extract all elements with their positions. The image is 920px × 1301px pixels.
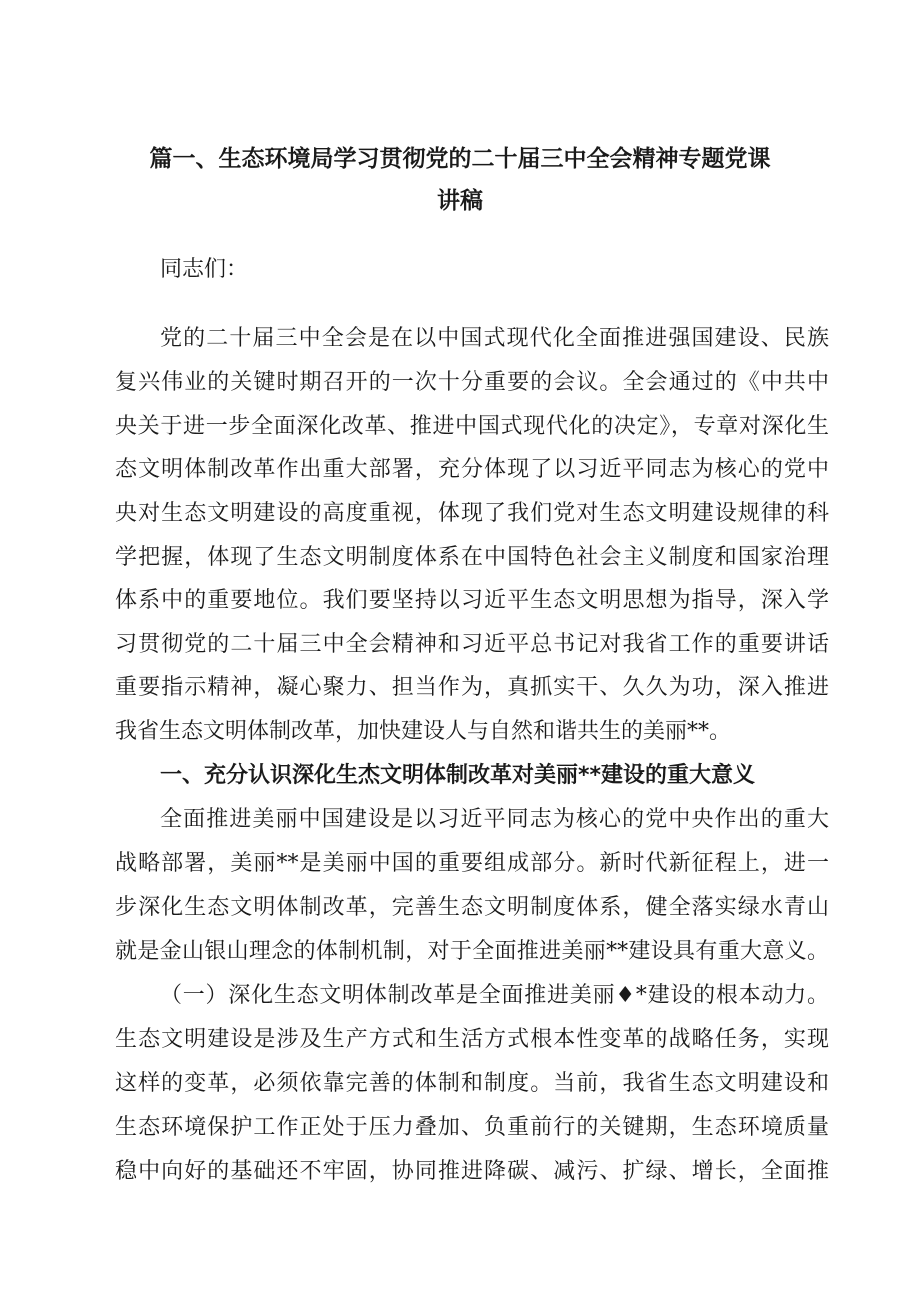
paragraph-2-line-2: 战略部署，美丽**是美丽中国的重要组成部分。新时代新征程上，进一: [115, 851, 829, 876]
paragraph-1-line-6: 学把握，体现了生态文明制度体系在中国特色社会主义制度和国家治理: [115, 545, 829, 570]
paragraph-3-line-2: 生态文明建设是涉及生产方式和生活方式根本性变革的战略任务，实现: [115, 1027, 829, 1052]
salutation: 同志们：: [160, 257, 249, 282]
paragraph-3-line-5: 稳中向好的基础还不牢固，协同推进降碳、减污、扩绿、增长，全面推: [115, 1159, 829, 1184]
paragraph-1-line-5: 央对生态文明建设的高度重视，体现了我们党对生态文明建设规律的科: [115, 501, 829, 526]
paragraph-1-line-7: 体系中的重要地位。我们要坚持以习近平生态文明思想为指导，深入学: [115, 588, 829, 613]
paragraph-2-line-4: 就是金山银山理念的体制机制，对于全面推进美丽**建设具有重大意义。: [115, 939, 829, 964]
paragraph-3-line-3: 这样的变革，必须依靠完善的体制和制度。当前，我省生态文明建设和: [115, 1071, 829, 1096]
section-heading-1: 一、充分认识深化生杰文明体制改革对美丽**建设的重大意义: [160, 763, 756, 788]
paragraph-1-line-10: 我省生态文明体制改革，加快建设人与自然和谐共生的美丽**。: [115, 719, 732, 744]
paragraph-1-line-2: 复兴伟业的关键时期召开的一次十分重要的会议。全会通过的《中共中: [115, 370, 829, 395]
paragraph-1-line-1: 党的二十届三中全会是在以中国式现代化全面推进强国建设、民族: [160, 326, 829, 351]
paragraph-2-line-3: 步深化生态文明体制改革，完善生态文明制度体系，健全落实绿水青山: [115, 895, 829, 920]
document-title-line-1: 篇一、生态环境局学习贯彻党的二十届三中全会精神专题党课: [149, 146, 771, 172]
paragraph-1-line-4: 态文明体制改革作出重大部署，充分体现了以习近平同志为核心的党中: [115, 457, 829, 482]
paragraph-3-line-1: （一）深化生态文明体制改革是全面推进美丽♦*建设的根本动力。: [160, 983, 829, 1008]
paragraph-1-line-8: 习贯彻党的二十届三中全会精神和习近平总书记对我省工作的重要讲话: [115, 632, 829, 657]
paragraph-1-line-9: 重要指示精神，凝心聚力、担当作为，真抓实干、久久为功，深入推进: [115, 675, 829, 700]
paragraph-3-line-4: 生态环境保护工作正处于压力叠加、负重前行的关键期，生态环境质量: [115, 1115, 829, 1140]
paragraph-1-line-3: 央关于进一步全面深化改革、推进中国式现代化的决定》，专章对深化生: [115, 414, 829, 439]
paragraph-2-line-1: 全面推进美丽中国建设是以习近平同志为核心的党中央作出的重大: [160, 807, 829, 832]
document-title-line-2: 讲稿: [437, 188, 483, 214]
